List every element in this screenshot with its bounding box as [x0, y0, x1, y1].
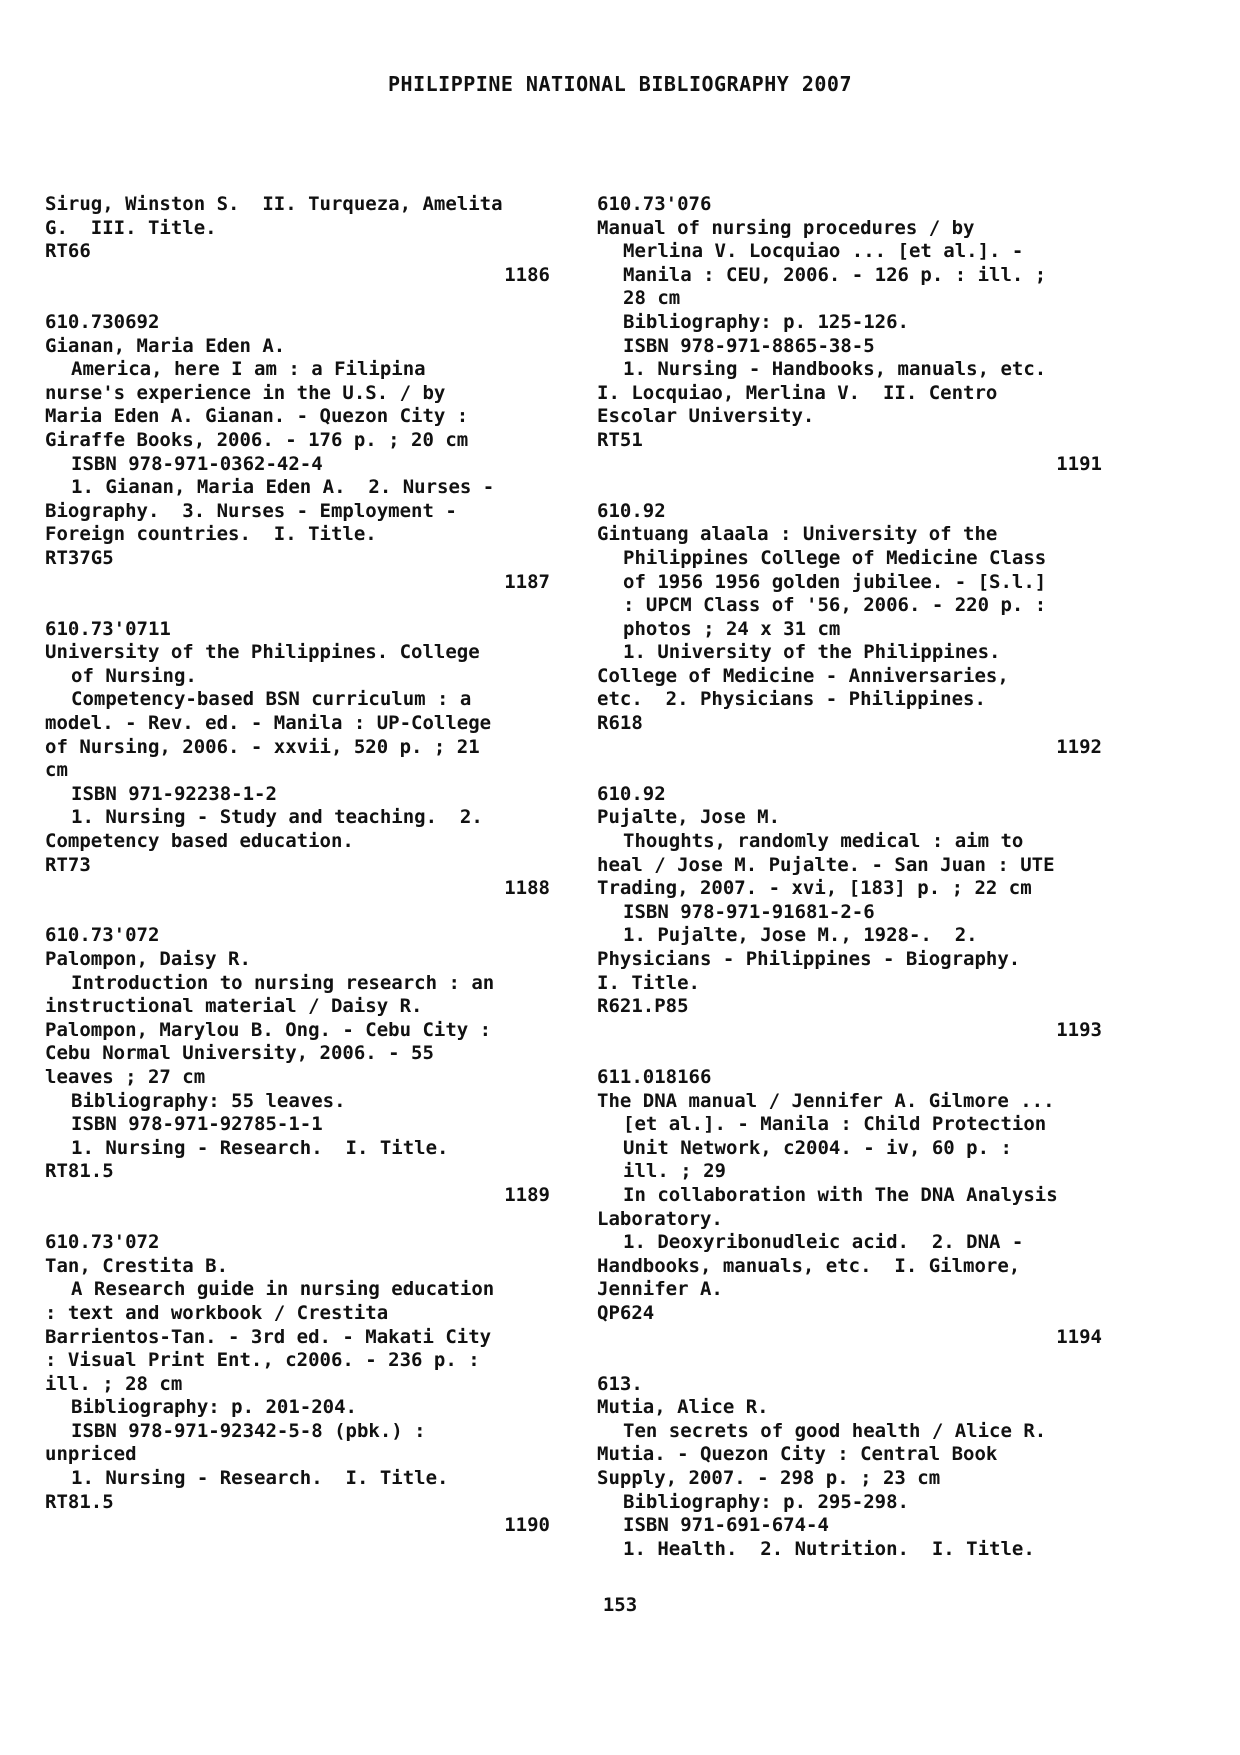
- entry-line: ISBN 978-971-92785-1-1: [71, 1113, 323, 1136]
- entry-line: instructional material / Daisy R.: [45, 995, 423, 1018]
- entry-line: ISBN 978-971-91681-2-6: [623, 900, 875, 923]
- entry-line: of 1956 1956 golden jubilee. - [S.l.]: [623, 570, 1047, 593]
- entry-number: 1191: [1056, 452, 1102, 475]
- entry-line: 1. University of the Philippines.: [623, 641, 1001, 664]
- entry-line: of Nursing.: [71, 664, 197, 687]
- entry-line: Laboratory.: [597, 1207, 723, 1230]
- entry-number: 1194: [1056, 1325, 1102, 1348]
- entry-line: ill. ; 29: [623, 1160, 726, 1183]
- entry-number: 1190: [504, 1514, 550, 1537]
- entry-line: heal / Jose M. Pujalte. - San Juan : UTE: [597, 853, 1055, 876]
- entry-line: photos ; 24 x 31 cm: [623, 617, 841, 640]
- entry-line: 610.730692: [45, 310, 160, 333]
- entry-line: of Nursing, 2006. - xxvii, 520 p. ; 21: [45, 735, 480, 758]
- entry-line: 1. Health. 2. Nutrition. I. Title.: [623, 1537, 1035, 1560]
- entry-line: Introduction to nursing research : an: [71, 971, 495, 994]
- entry-line: Manila : CEU, 2006. - 126 p. : ill. ;: [623, 263, 1047, 286]
- bibliography-entry: [45, 193, 550, 287]
- entry-line: Bibliography: p. 295-298.: [623, 1490, 909, 1513]
- entry-line: 613.: [597, 1372, 643, 1395]
- entry-line: A Research guide in nursing education: [71, 1278, 495, 1301]
- page-title: PHILIPPINE NATIONAL BIBLIOGRAPHY 2007: [387, 72, 853, 96]
- bibliography-entry: [597, 783, 1102, 1043]
- bibliography-entry: [597, 193, 1102, 476]
- entry-line: ISBN 978-971-92342-5-8 (pbk.) :: [71, 1419, 426, 1442]
- entry-line: Supply, 2007. - 298 p. ; 23 cm: [597, 1467, 941, 1490]
- entry-line: 610.73'072: [45, 924, 160, 947]
- entry-line: Bibliography: 55 leaves.: [71, 1089, 346, 1112]
- entry-line: Jennifer A.: [597, 1278, 723, 1301]
- entry-number: 1193: [1056, 1018, 1102, 1041]
- entry-line: Bibliography: p. 201-204.: [71, 1396, 357, 1419]
- entry-line: RT73: [45, 853, 91, 876]
- entry-line: 610.73'072: [45, 1231, 160, 1254]
- entry-line: Maria Eden A. Gianan. - Quezon City :: [45, 405, 469, 428]
- entry-line: Manual of nursing procedures / by: [597, 216, 975, 239]
- entry-number: 1188: [504, 877, 550, 900]
- entry-line: Trading, 2007. - xvi, [183] p. ; 22 cm: [597, 877, 1032, 900]
- entry-line: Philippines College of Medicine Class: [623, 546, 1047, 569]
- entry-line: 1. Deoxyribonudleic acid. 2. DNA -: [623, 1231, 1024, 1254]
- entry-line: Pujalte, Jose M.: [597, 806, 781, 829]
- entry-line: Gianan, Maria Eden A.: [45, 334, 286, 357]
- entry-line: 1. Nursing - Study and teaching. 2.: [71, 806, 483, 829]
- entry-line: 1. Pujalte, Jose M., 1928-. 2.: [623, 924, 978, 947]
- entry-line: Physicians - Philippines - Biography.: [597, 948, 1021, 970]
- entry-line: Barrientos-Tan. - 3rd ed. - Makati City: [45, 1325, 492, 1348]
- entry-line: 28 cm: [623, 287, 681, 310]
- entry-line: ISBN 971-691-674-4: [623, 1514, 829, 1537]
- entry-line: RT51: [597, 428, 643, 451]
- entry-number: 1189: [504, 1183, 550, 1206]
- entry-line: 611.018166: [597, 1065, 712, 1088]
- entry-number: 1192: [1056, 735, 1102, 758]
- entry-line: Competency based education.: [45, 830, 354, 853]
- entry-line: Competency-based BSN curriculum : a: [71, 688, 472, 711]
- entry-line: ISBN 978-971-0362-42-4: [71, 452, 323, 475]
- entry-line: ISBN 971-92238-1-2: [71, 782, 277, 805]
- entry-line: College of Medicine - Anniversaries,: [597, 664, 1009, 687]
- bibliography-entry: [45, 311, 550, 594]
- entry-line: Handbooks, manuals, etc. I. Gilmore,: [597, 1254, 1021, 1277]
- entry-line: Foreign countries. I. Title.: [45, 523, 377, 546]
- entry-line: RT81.5: [45, 1490, 114, 1513]
- bibliography-entry: [597, 1373, 1102, 1562]
- entry-line: The DNA manual / Jennifer A. Gilmore ...: [597, 1089, 1055, 1112]
- entry-line: In collaboration with The DNA Analysis: [623, 1183, 1058, 1206]
- entry-line: model. - Rev. ed. - Manila : UP-College: [45, 712, 492, 735]
- page-number: 153: [602, 1594, 638, 1616]
- entry-line: Giraffe Books, 2006. - 176 p. ; 20 cm: [45, 428, 469, 451]
- entry-line: Bibliography: p. 125-126.: [623, 310, 909, 333]
- entry-line: G. III. Title.: [45, 216, 217, 239]
- entry-line: etc. 2. Physicians - Philippines.: [597, 688, 986, 711]
- entry-line: R618: [597, 712, 643, 735]
- bibliography-entry: [45, 924, 550, 1207]
- entry-number: 1187: [504, 570, 550, 593]
- entry-line: Thoughts, randomly medical : aim to: [623, 830, 1024, 853]
- entry-line: 610.92: [597, 499, 666, 522]
- entry-line: Sirug, Winston S. II. Turqueza, Amelita: [45, 193, 503, 215]
- entry-line: Mutia. - Quezon City : Central Book: [597, 1443, 998, 1466]
- entry-number: 1186: [504, 263, 550, 286]
- entry-line: ill. ; 28 cm: [45, 1372, 183, 1395]
- entry-line: Palompon, Marylou B. Ong. - Cebu City :: [45, 1018, 492, 1041]
- entry-line: 1. Nursing - Handbooks, manuals, etc.: [623, 358, 1047, 381]
- entry-line: I. Title.: [597, 971, 700, 994]
- entry-line: Ten secrets of good health / Alice R.: [623, 1419, 1047, 1442]
- entry-line: Merlina V. Locquiao ... [et al.]. -: [623, 240, 1024, 263]
- entry-line: RT81.5: [45, 1160, 114, 1183]
- entry-line: Tan, Crestita B.: [45, 1254, 229, 1277]
- entry-line: I. Locquiao, Merlina V. II. Centro: [597, 381, 998, 404]
- entry-line: Escolar University.: [597, 405, 815, 428]
- bibliography-entry: [45, 618, 550, 901]
- bibliography-entry: [597, 1066, 1102, 1349]
- entry-line: RT66: [45, 240, 91, 263]
- bibliography-entry: [597, 500, 1102, 760]
- entry-line: Biography. 3. Nurses - Employment -: [45, 499, 457, 522]
- entry-line: 610.73'076: [597, 193, 712, 215]
- entry-line: ISBN 978-971-8865-38-5: [623, 334, 875, 357]
- entry-line: leaves ; 27 cm: [45, 1065, 206, 1088]
- bibliography-entry: [45, 1231, 550, 1538]
- entry-line: cm: [45, 759, 68, 782]
- entry-line: R621.P85: [597, 995, 689, 1018]
- entry-line: University of the Philippines. College: [45, 641, 480, 664]
- entry-line: Cebu Normal University, 2006. - 55: [45, 1042, 434, 1065]
- entry-line: : text and workbook / Crestita: [45, 1301, 389, 1324]
- entry-line: QP624: [597, 1301, 655, 1324]
- entry-line: 1. Nursing - Research. I. Title.: [71, 1467, 449, 1490]
- entry-line: 1. Gianan, Maria Eden A. 2. Nurses -: [71, 476, 495, 499]
- entry-line: 1. Nursing - Research. I. Title.: [71, 1136, 449, 1159]
- entry-line: unpriced: [45, 1443, 137, 1466]
- left-column: [45, 193, 550, 1561]
- entry-line: : UPCM Class of '56, 2006. - 220 p. :: [623, 594, 1047, 617]
- entry-line: [et al.]. - Manila : Child Protection: [623, 1113, 1047, 1136]
- entry-line: nurse's experience in the U.S. / by: [45, 381, 446, 404]
- entry-line: America, here I am : a Filipina: [71, 358, 426, 381]
- entry-line: 610.73'0711: [45, 617, 171, 640]
- entry-line: 610.92: [597, 782, 666, 805]
- entry-line: : Visual Print Ent., c2006. - 236 p. :: [45, 1349, 480, 1372]
- entry-line: Unit Network, c2004. - iv, 60 p. :: [623, 1136, 1012, 1159]
- entry-line: Mutia, Alice R.: [597, 1396, 769, 1419]
- entry-line: Palompon, Daisy R.: [45, 948, 251, 970]
- entry-line: RT37G5: [45, 546, 114, 569]
- right-column: [597, 193, 1102, 1585]
- entry-line: Gintuang alaala : University of the: [597, 523, 998, 546]
